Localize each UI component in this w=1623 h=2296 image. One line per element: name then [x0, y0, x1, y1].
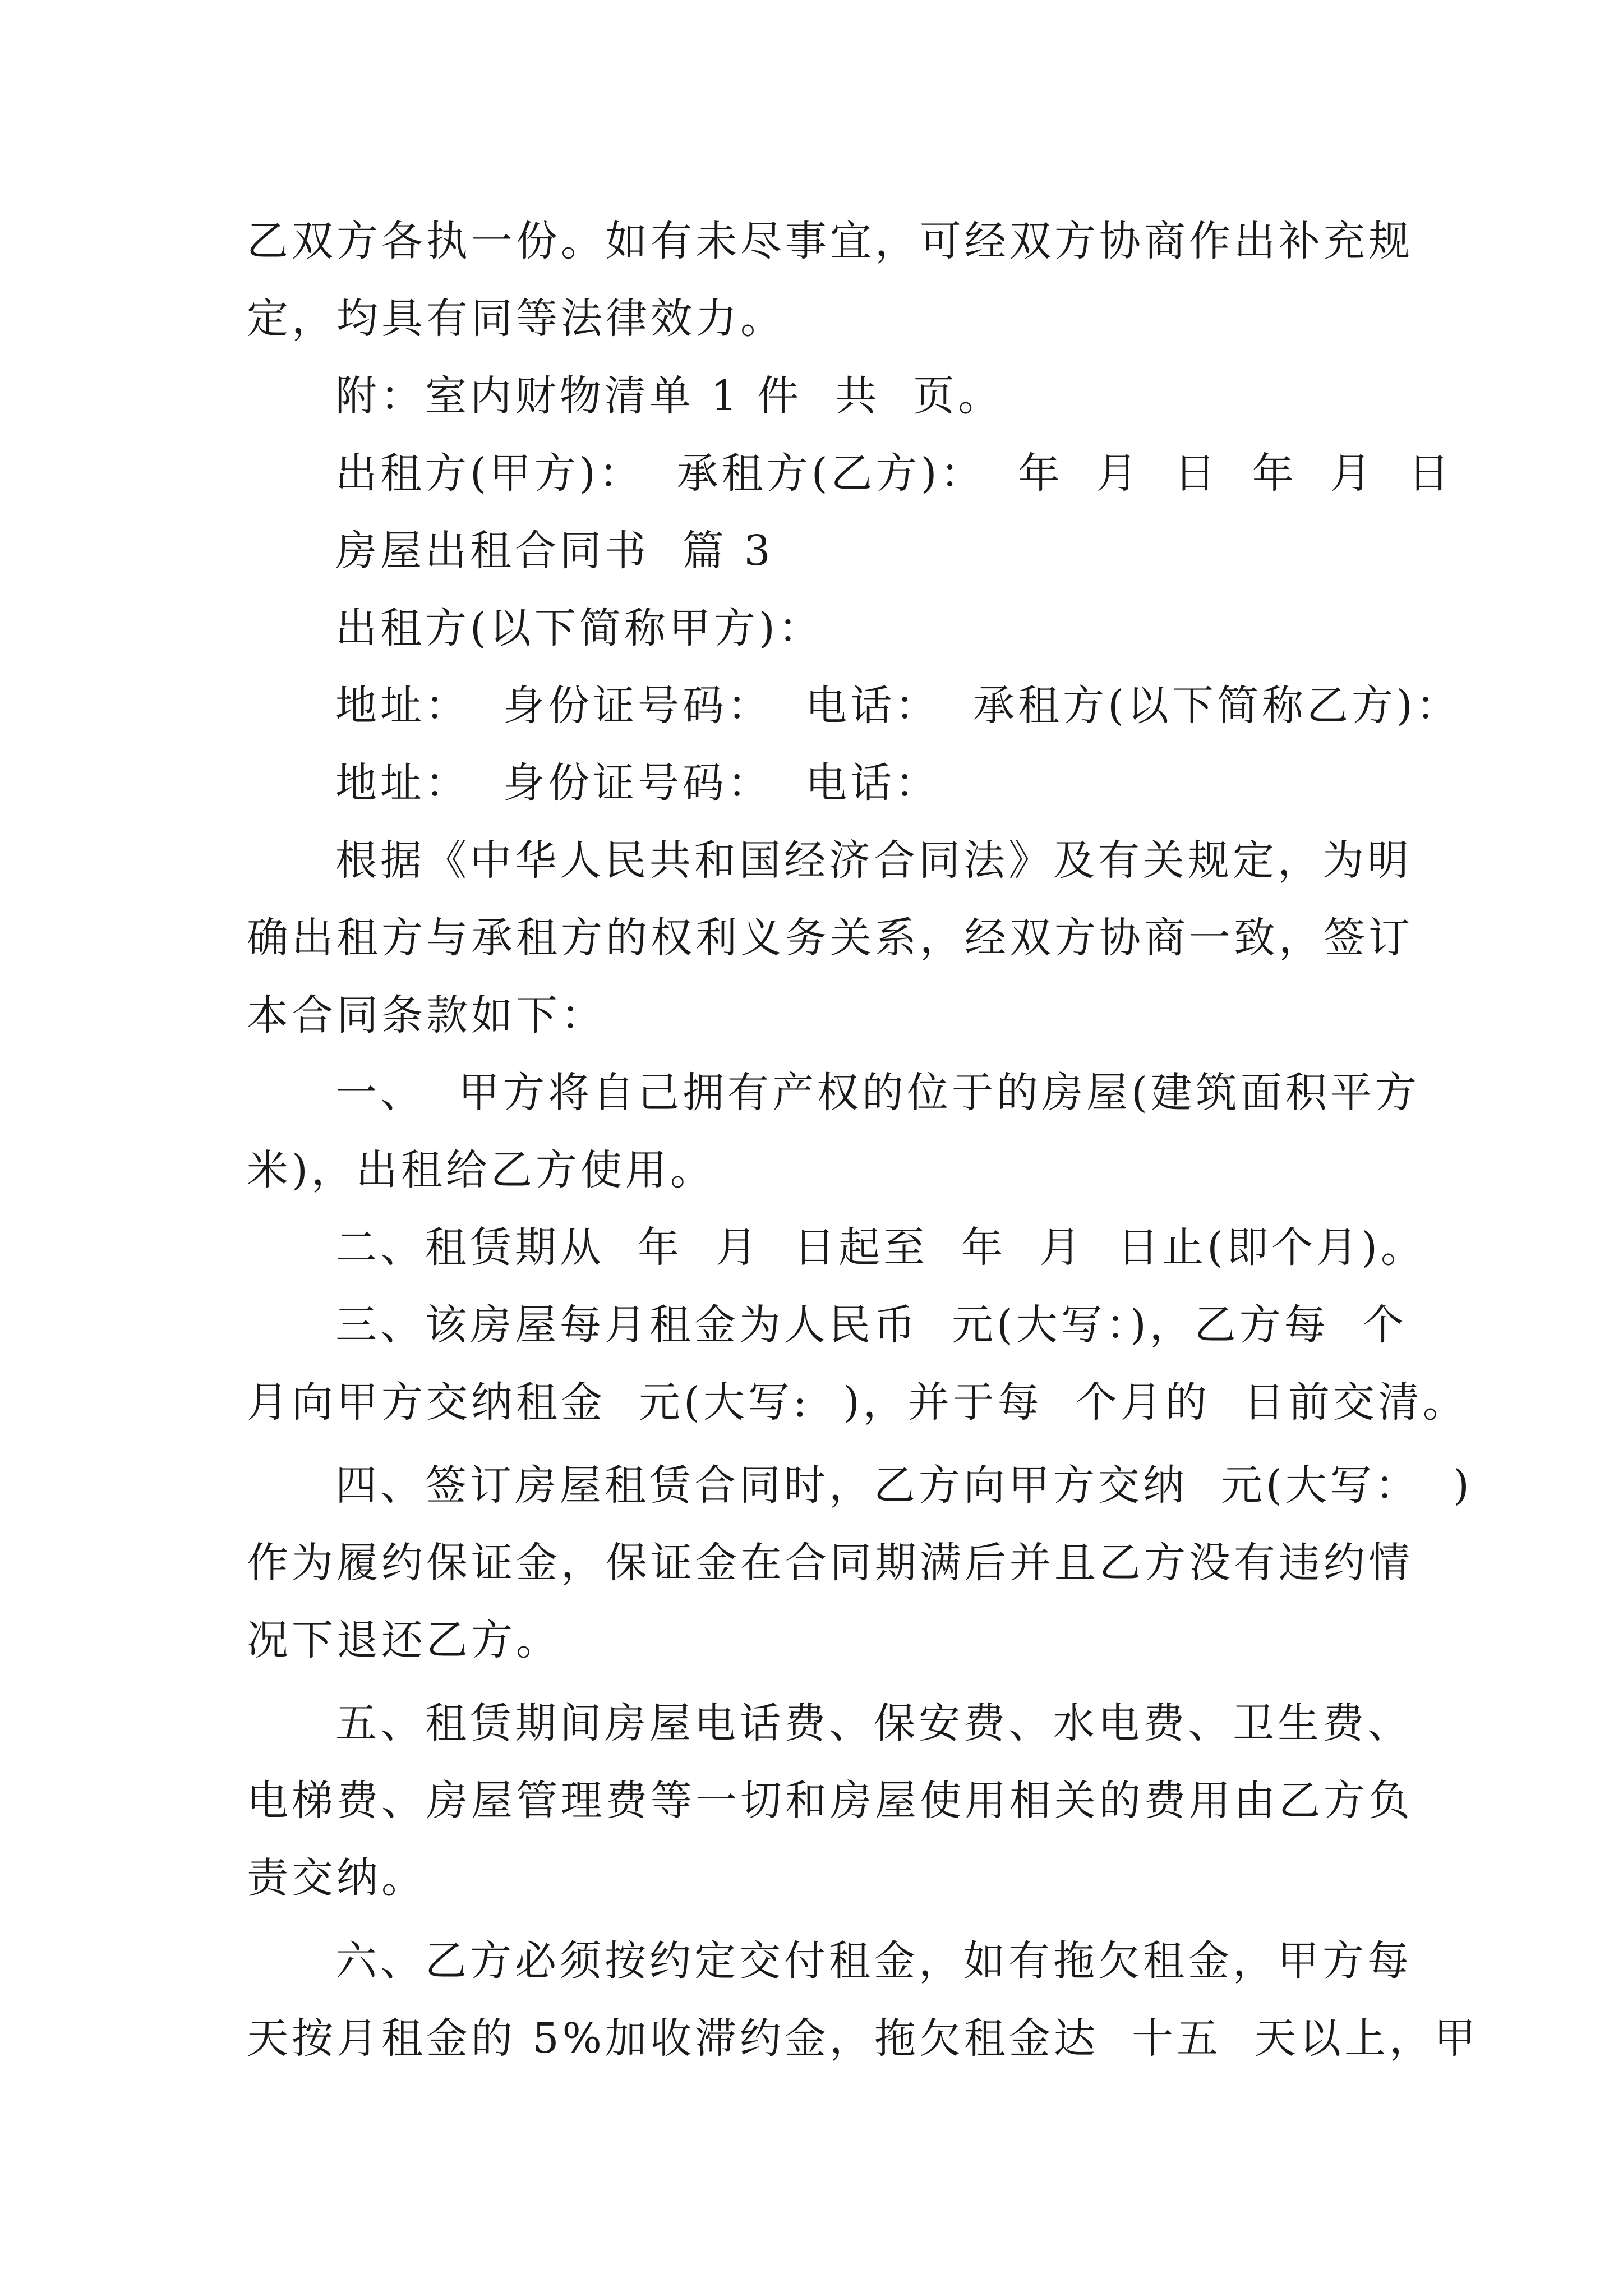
text-line: 附：室内财物清单 1 件 共 页。	[335, 372, 1003, 420]
text-line: 四、签订房屋租赁合同时，乙方向甲方交纳 元(大写： )	[335, 1461, 1473, 1510]
text-line: 出租方(以下简称甲方)：	[335, 604, 823, 652]
text-line: 三、该房屋每月租金为人民币 元(大写：)，乙方每 个	[335, 1301, 1407, 1349]
section-heading: 房屋出租合同书 篇 3	[335, 527, 774, 575]
text-line: 责交纳。	[247, 1854, 426, 1902]
text-line: 根据《中华人民共和国经济合同法》及有关规定，为明	[335, 836, 1412, 885]
text-line: 定，均具有同等法律效力。	[247, 295, 785, 343]
text-line: 六、乙方必须按约定交付租金，如有拖欠租金，甲方每	[335, 1937, 1412, 1985]
text-line: 米)，出租给乙方使用。	[247, 1146, 715, 1194]
text-line: 地址： 身份证号码： 电话：	[335, 759, 940, 807]
text-line: 确出租方与承租方的权利义务关系，经双方协商一致，签订	[247, 914, 1413, 962]
text-line: 二、租赁期从 年 月 日起至 年 月 日止(即个月)。	[335, 1223, 1426, 1272]
text-line: 地址： 身份证号码： 电话： 承租方(以下简称乙方)：	[335, 682, 1461, 730]
text-line: 况下退还乙方。	[247, 1616, 561, 1664]
text-line: 五、租赁期间房屋电话费、保安费、水电费、卫生费、	[335, 1699, 1412, 1747]
text-line: 本合同条款如下：	[247, 991, 606, 1039]
text-line: 天按月租金的 5%加收滞约金，拖欠租金达 十五 天以上，甲	[247, 2014, 1479, 2063]
text-line: 月向甲方交纳租金 元(大写: )，并于每 个月的 日前交清。	[247, 1378, 1468, 1427]
text-line: 一、 甲方将自己拥有产权的位于的房屋(建筑面积平方	[335, 1069, 1420, 1117]
text-line: 出租方(甲方)： 承租方(乙方)： 年 月 日 年 月 日	[335, 449, 1453, 498]
text-line: 电梯费、房屋管理费等一切和房屋使用相关的费用由乙方负	[247, 1777, 1413, 1825]
text-line: 乙双方各执一份。如有未尽事宜，可经双方协商作出补充规	[247, 217, 1413, 265]
text-line: 作为履约保证金，保证金在合同期满后并且乙方没有违约情	[247, 1539, 1413, 1587]
